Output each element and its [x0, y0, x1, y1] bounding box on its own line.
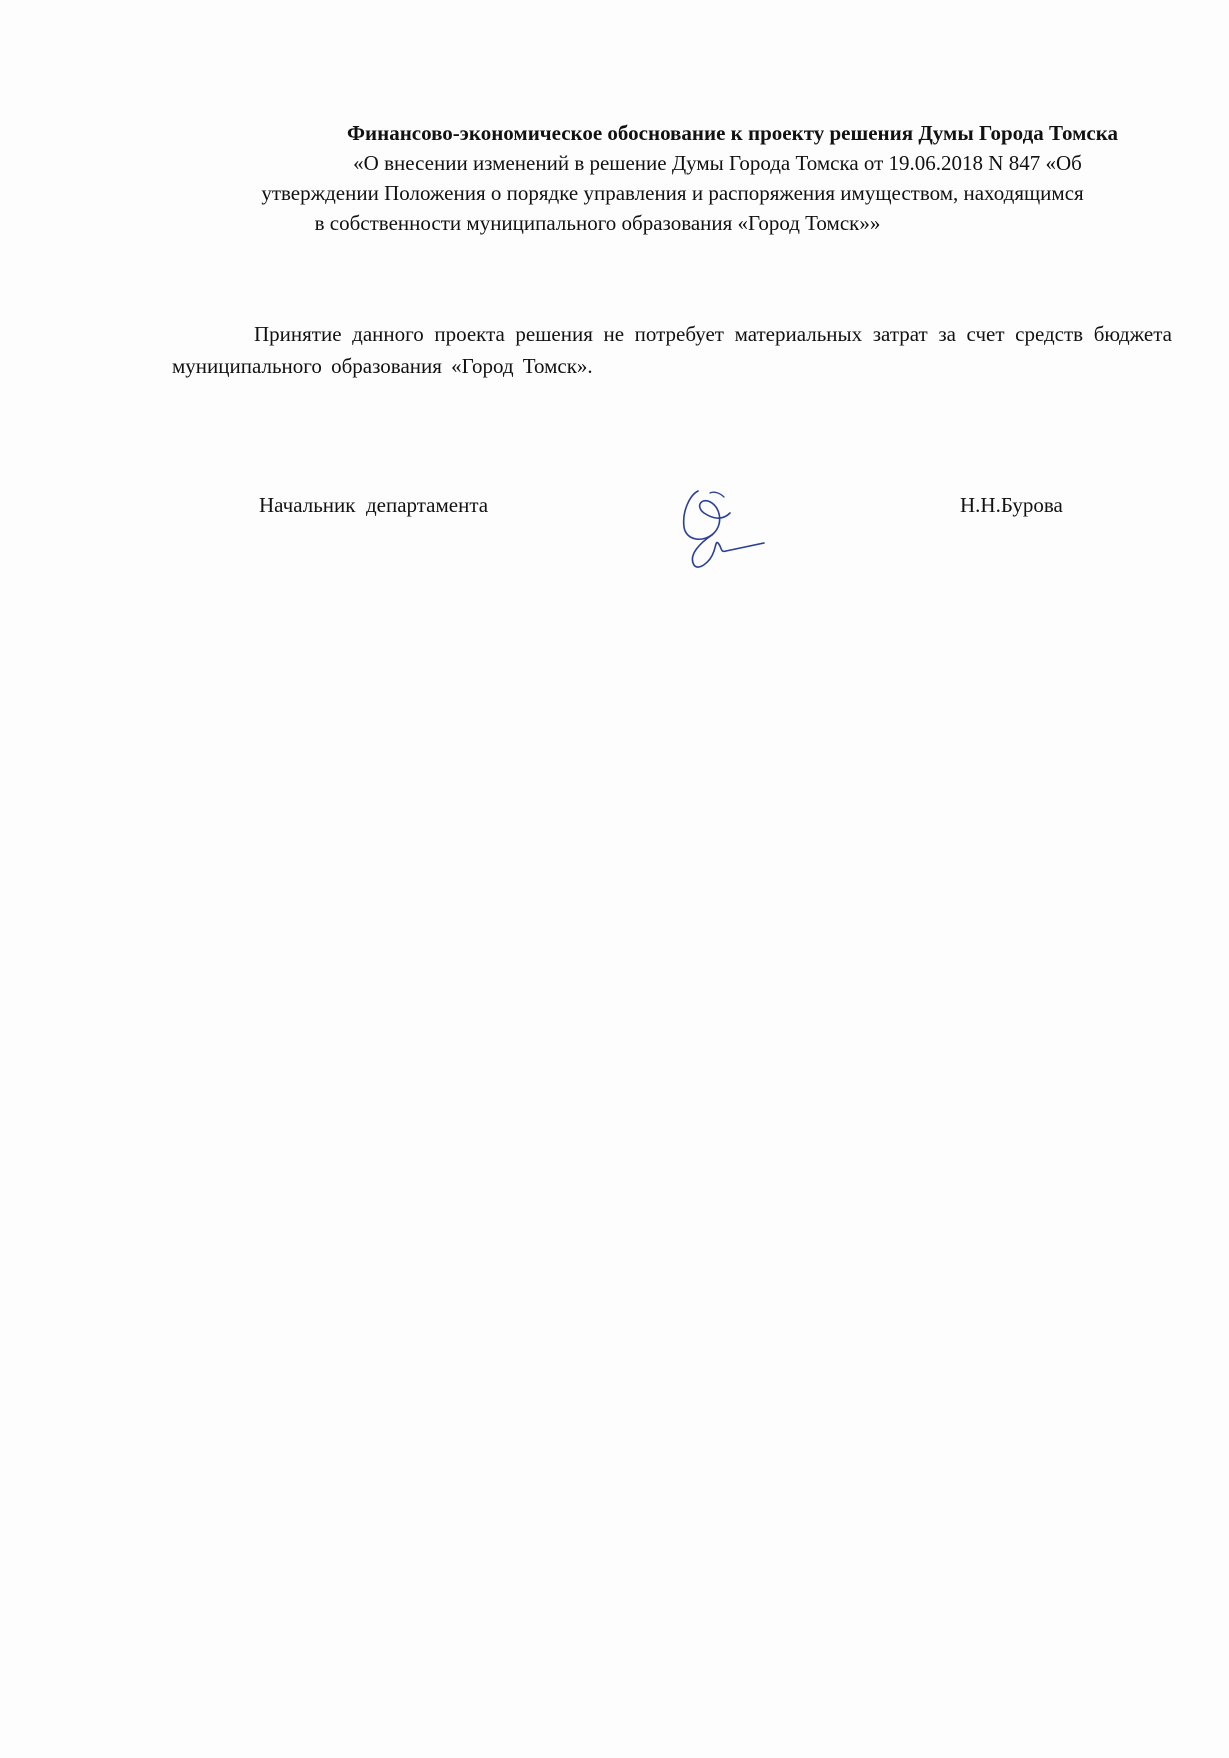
- body-text: [172, 318, 1172, 382]
- signature-row: [0, 485, 1229, 585]
- subject-line: в собственности муниципального образования «Город Томск»»: [314, 211, 881, 235]
- signatory-name: Н.Н.Бурова: [960, 493, 1063, 517]
- subject-line: утверждении Положения о порядке управления и распоряжения имуществом, находящимся: [261, 181, 1084, 205]
- title-block: [160, 118, 1185, 238]
- subject-line: «О внесении изменений в решение Думы Города Томска от 19.06.2018 N 847 «Об: [353, 151, 1082, 175]
- handwritten-signature: [660, 483, 770, 573]
- signatory-position: Начальник департамента: [259, 493, 489, 517]
- body-paragraph: Принятие данного проекта решения не потребует материальных затрат за счет средств бюджета муниципального образования «Город Томск».: [172, 322, 1172, 378]
- document-title: Финансово-экономическое обоснование к проекту решения Думы Города Томска: [346, 121, 1119, 145]
